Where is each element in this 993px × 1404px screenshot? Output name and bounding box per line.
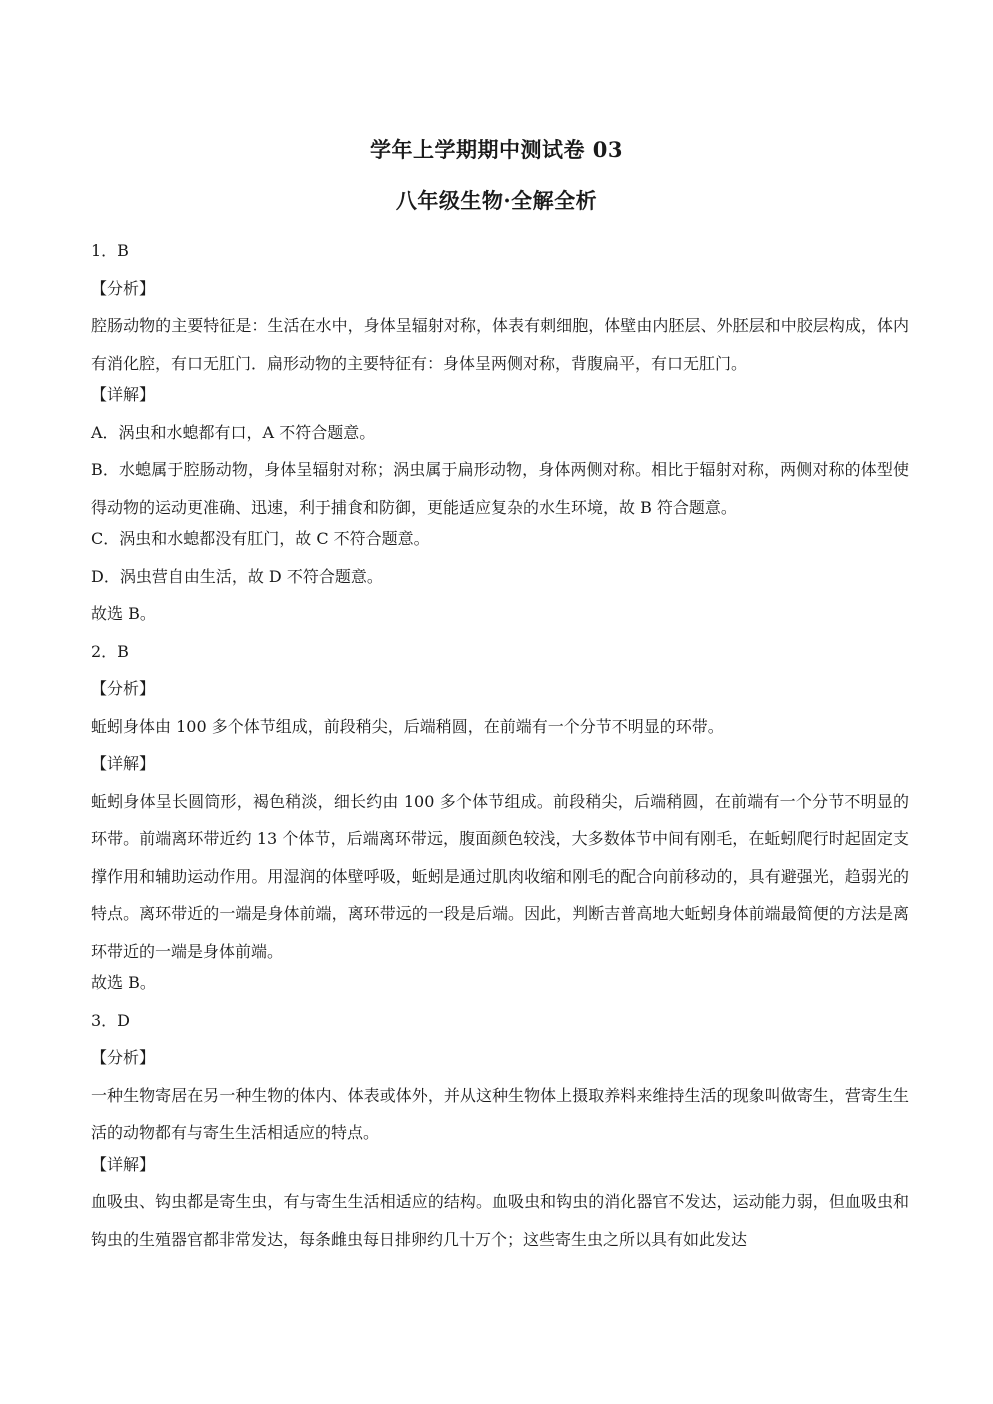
detail-label: 【详解】 [91,1154,156,1174]
option-d: D．涡虫营自由生活，故 D 不符合题意。 [91,566,383,586]
detail-text: 血吸虫、钩虫都是寄生虫，有与寄生生活相适应的结构。血吸虫和钩虫的消化器官不发达，运动能力弱，但血吸虫和钩虫的生殖器官都非常发达，每条雌虫每日排卵约几十万个；这些寄生虫之所以具有如此发达 [91,1192,909,1249]
analysis-label: 【分析】 [91,679,156,698]
detail-label: 【详解】 [91,754,156,773]
analysis-label: 【分析】 [91,1048,156,1067]
question-number: 2．B [91,641,129,661]
detail-text: 蚯蚓身体呈长圆筒形，褐色稍淡，细长约由 100 多个体节组成。前段稍尖，后端稍圆，在前端有一个分节不明显的环带。前端离环带近约 13 个体节，后端离环带远，腹面颜色较浅，大多数体节中间有刚毛，在蚯蚓爬行时起固定支撑作用和辅助运动作用。用湿润的体壁呼吸，蚯蚓是通过肌肉收缩和刚毛的配合向前移动的，具有避强光，趋弱光的特点。离环带近的一端是身体前端，离环带远的一段是后端。因此，判断吉普高地大蚯蚓身体前端最简便的方法是离环带近的一端是身体前端。 [91,791,909,961]
analysis-text: 腔肠动物的主要特征是：生活在水中，身体呈辐射对称，体表有刺细胞，体壁由内胚层、外胚层和中胶层构成，体内有消化腔，有口无肛门．扁形动物的主要特征有：身体呈两侧对称，背腹扁平，有口无肛门。 [91,316,909,373]
analysis-text: 一种生物寄居在另一种生物的体内、体表或体外，并从这种生物体上摄取养料来维持生活的现象叫做寄生，营寄生生活的动物都有与寄生生活相适应的特点。 [91,1085,909,1142]
question-number: 3．D [91,1010,131,1030]
option-a: A．涡虫和水螅都有口，A 不符合题意。 [91,422,376,442]
option-b: B．水螅属于腔肠动物，身体呈辐射对称；涡虫属于扁形动物，身体两侧对称。相比于辐射对称，两侧对称的体型使得动物的运动更准确、迅速，利于捕食和防御，更能适应复杂的水生环境，故 B 符合题意。 [91,460,909,517]
answer-content [91,238,909,1258]
question-number: 1．B [91,241,129,260]
option-c: C．涡虫和水螅都没有肛门，故 C 不符合题意。 [91,529,430,548]
conclusion: 故选 B。 [91,604,156,623]
page-subtitle: 八年级生物·全解全析 [395,188,598,213]
detail-label: 【详解】 [91,385,156,404]
page-title: 学年上学期期中测试卷 03 [369,137,624,162]
conclusion: 故选 B。 [91,973,156,992]
analysis-text: 蚯蚓身体由 100 多个体节组成，前段稍尖，后端稍圆，在前端有一个分节不明显的环带。 [91,716,724,736]
analysis-label: 【分析】 [91,278,156,298]
